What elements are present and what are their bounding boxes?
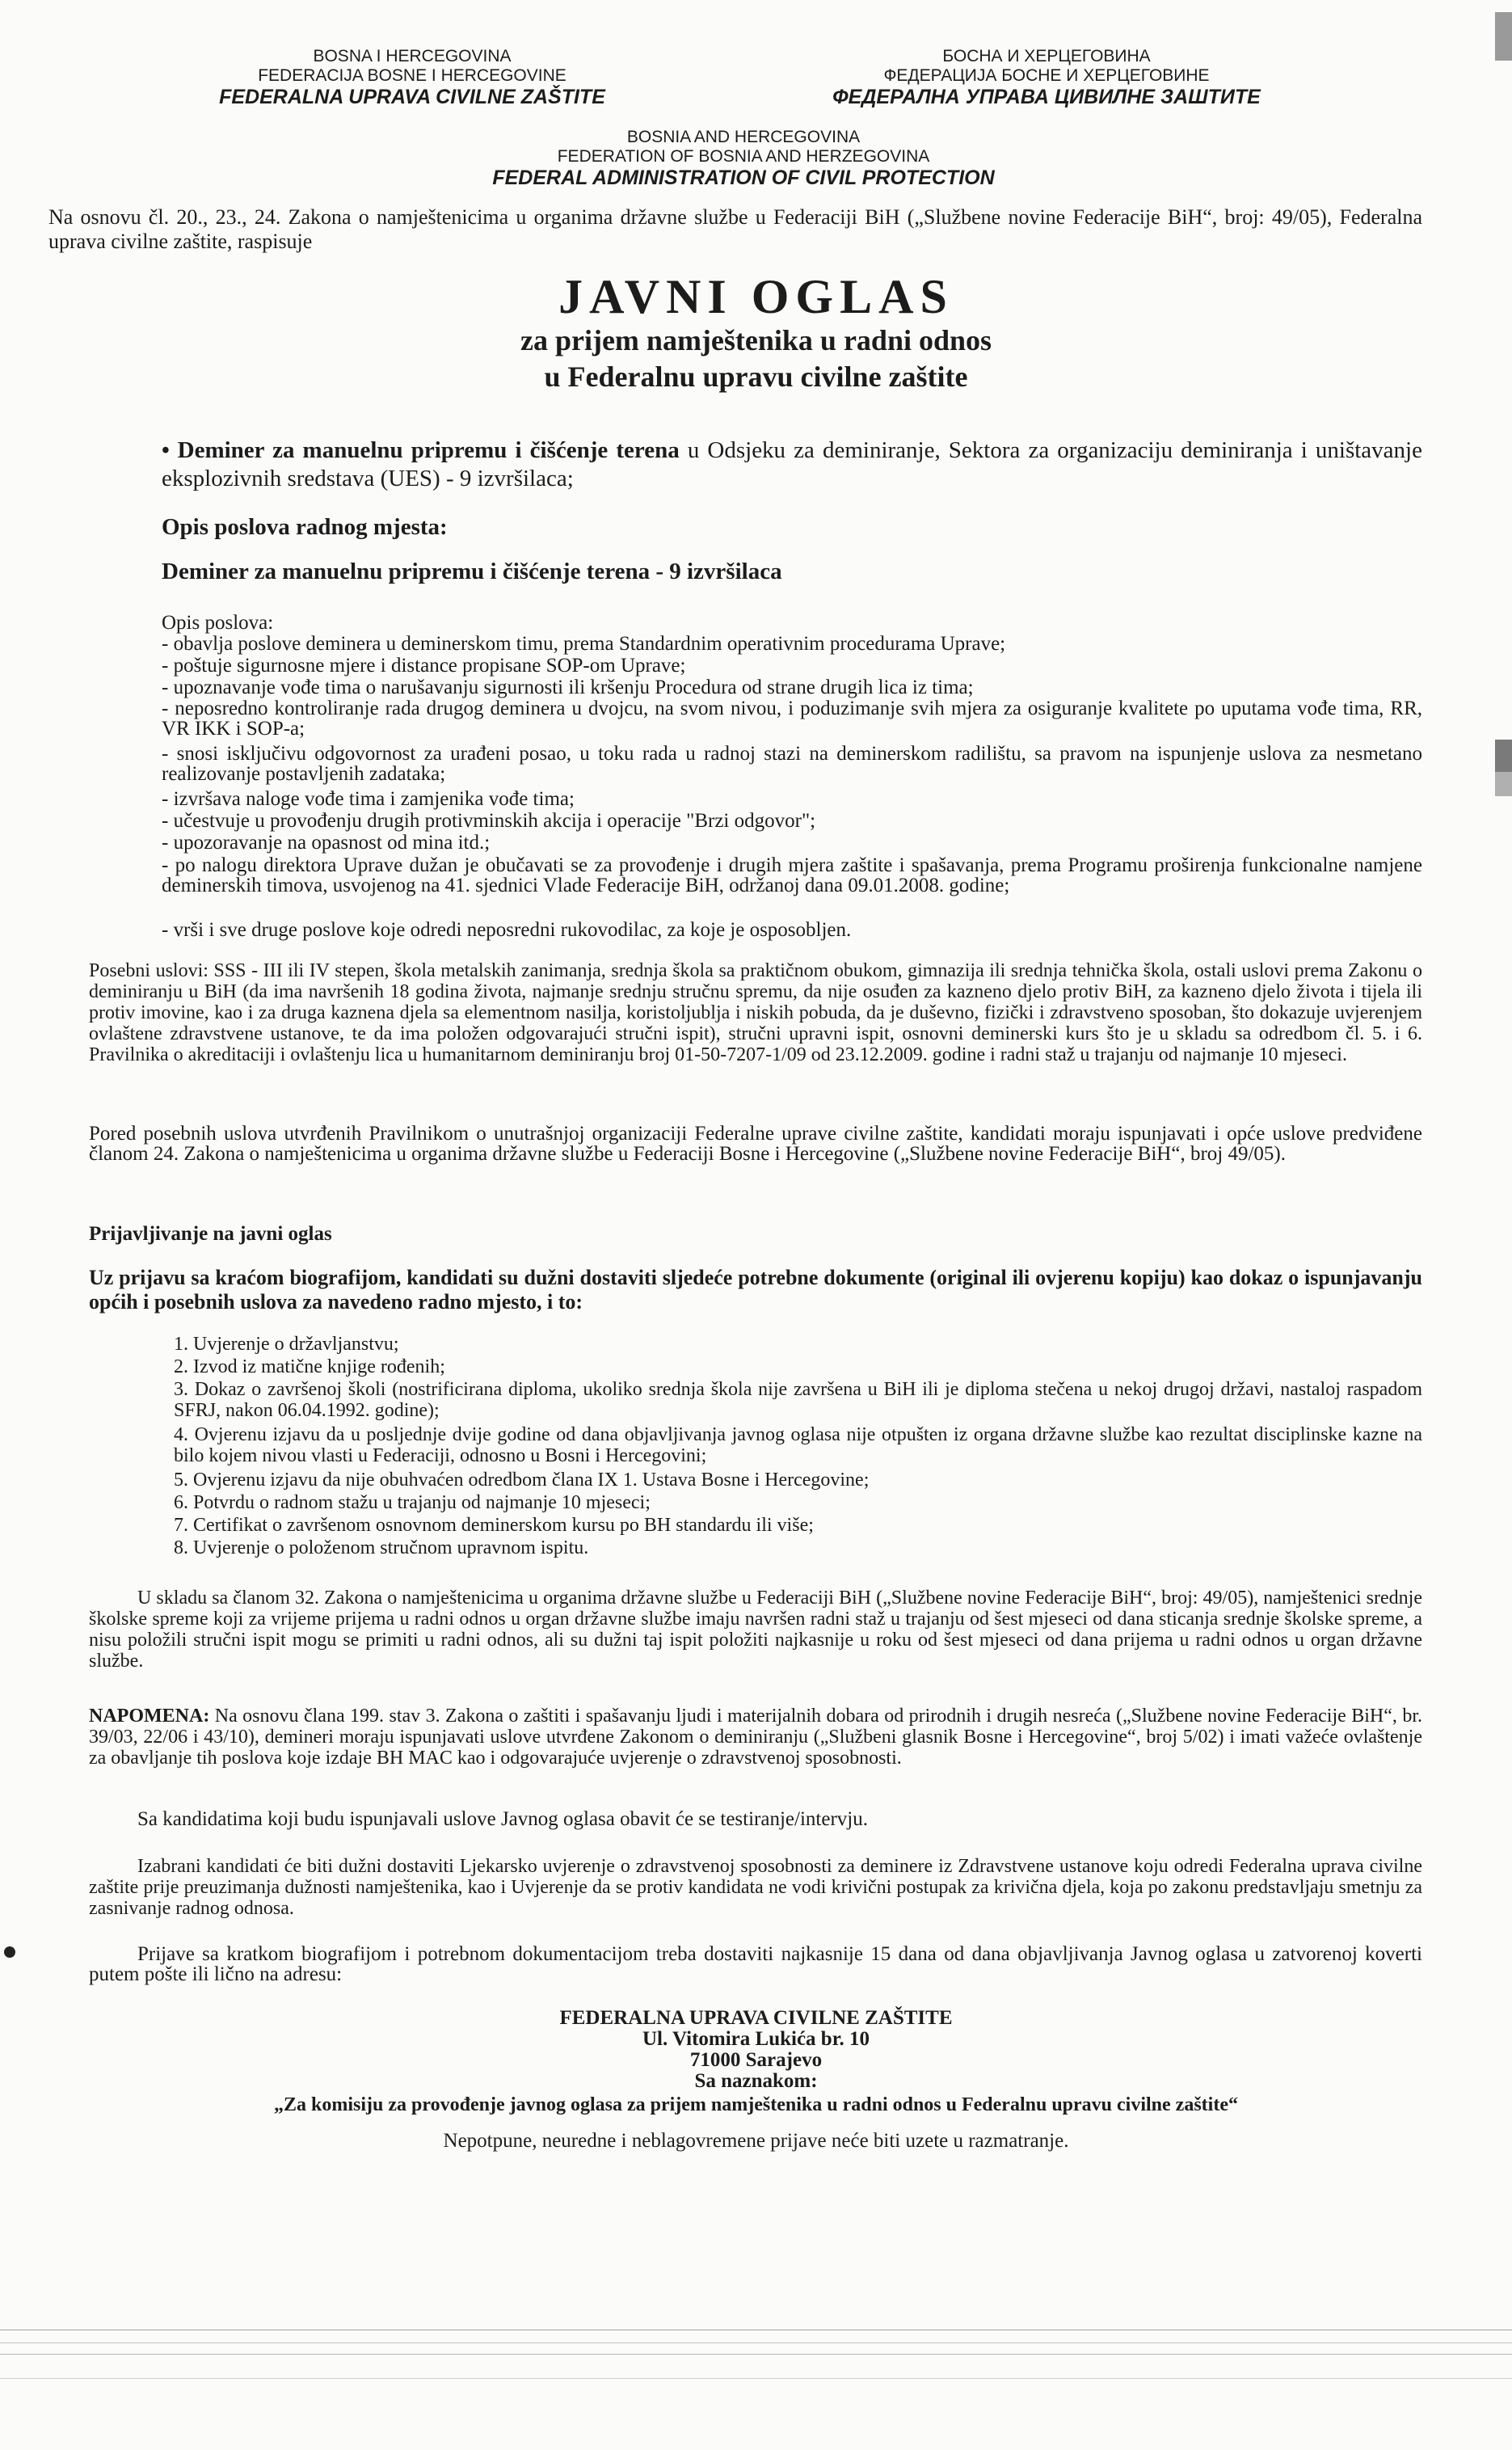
scan-artifact [1495, 740, 1512, 772]
document-subtitle-1: za prijem namještenika u radni odnos [520, 324, 992, 356]
document-item: 2. Izvod iz matične knjige rođenih; [174, 1356, 445, 1377]
punch-hole-mark [4, 1946, 15, 1958]
letterhead-english [339, 128, 1148, 189]
letterhead-agency-en: FEDERAL ADMINISTRATION OF CIVIL PROTECTION [492, 167, 995, 189]
special-conditions: Posebni uslovi: SSS - III ili IV stepen, škola metalskih zanimanja, srednja škola sa praktičnom obukom, gimnazija ili srednja tehnička škola, ostali uslovi prema Zakonu o deminiranju u BiH (da ima navršenih 18 godina života, najmanje srednju stručnu spremu, da nije osuđen za kazneno djelo protiv BiH, za kazneno djelo života i tijela ili protiv imovine, kao i za druga kaznena djela sa elementnom nasilja, koristoljublja i niskih pobuda, da je duševno, fizički i zdravstveno sposoban, što dokazuje uvjerenjem ovlaštene zdravstvene ustanove, te da ima položen odgovarajući stručni ispit), stručni upravni ispit, osnovni deminerski kurs što je u skladu sa odredbom čl. 5. i 6. Pravilnika o akreditaciji i ovlaštenju lica u humanitarnom deminiranju broj 01-50-7207-1/09 od 23.12.2009. godine i radni staž u trajanju od najmanje 10 mjeseci. [89, 960, 1422, 1065]
document-item: 3. Dokaz o završenoj školi (nostrificirana diploma, ukoliko srednja škola nije završena u BiH ili je diploma stečena u nekoj drugoj državi, nastaloj raspadom SFRJ, nakon 06.04.1992. godine); [174, 1379, 1422, 1421]
duty-item: - upoznavanje vođe tima o narušavanju sigurnosti ili kršenju Procedura od strane drugih lica iz tima; [162, 677, 974, 698]
duty-item: - poštuje sigurnosne mjere i distance propisane SOP-om Uprave; [162, 655, 686, 677]
testing-paragraph: Sa kandidatima koji budu ispunjavali uslove Javnog oglasa obavit će se testiranje/intervju. [137, 1808, 868, 1830]
document-item: 6. Potvrdu o radnom stažu u trajanju od najmanje 10 mjeseci; [174, 1492, 651, 1513]
document-subtitle-2: u Federalnu upravu civilne zaštite [544, 361, 968, 393]
opis-label: Opis poslova: [162, 612, 274, 634]
duty-item: - vrši i sve druge poslove koje odredi neposredni rukovodilac, za koje je osposobljen. [162, 919, 852, 941]
duty-item: - snosi isključivu odgovornost za urađeni posao, u toku rada u radnoj stazi na deminerskom radilištu, sa pravom na ispunjenje uslova za nesmetano realizovanje postavljenih zadataka; [162, 743, 1422, 785]
document-item: 8. Uvjerenje o položenom stručnom upravnom ispitu. [174, 1537, 589, 1558]
letterhead-agency-cyr: ФЕДЕРАЛНА УПРАВА ЦИВИЛНЕ ЗАШТИТЕ [832, 86, 1261, 108]
opis-subheading: Deminer za manuelnu pripremu i čišćenje terena - 9 izvršilaca [162, 559, 782, 584]
address-city: 71000 Sarajevo [689, 2049, 823, 2071]
letterhead-country-cyr: БОСНА И ХЕРЦЕГОВИНА [942, 47, 1151, 65]
address-marking: „Za komisiju za provođenje javnog oglasa za prijem namještenika u radni odnos u Federalnu upravu civilne zaštite“ [274, 2094, 1238, 2115]
duty-item: - izvršava naloge vođe tima i zamjenika vođe tima; [162, 788, 575, 810]
note-text: Na osnovu člana 199. stav 3. Zakona o zaštiti i spašavanju ljudi i materijalnih dobara od prirodnih i drugih nesreća („Službene novine Federacije BiH“, br. 39/03, 22/06 i 43/10), demineri moraju ispunjavati uslove utvrđene Zakonom o deminiranju („Službeni glasnik Bosne i Hercegovine“, broj 5/02) i imati važeće ovlaštenje za obavljanje tih poslova koje izdaje BH MAC kao i odgovarajuće uvjerenje o zdravstvenoj sposobnosti. [89, 1706, 1422, 1769]
position-title: Deminer za manuelnu pripremu i čišćenje terena [177, 437, 680, 463]
address-marking-label: Sa naznakom: [694, 2070, 818, 2092]
general-conditions: Pored posebnih uslova utvrđenih Pravilnikom o unutrašnjoj organizaciji Federalne uprave civilne zaštite, kandidati moraju ispunjavati i opće uslove predviđene članom 24. Zakona o namještenicima u organima državne službe u Federaciji Bosne i Hercegovine („Službene novine Federacije BiH“, broj 49/05). [89, 1123, 1422, 1165]
note-paragraph [89, 1706, 1422, 1769]
duty-item: - upozoravanje na opasnost od mina itd.; [162, 832, 491, 854]
letterhead-country-en: BOSNIA AND HERCEGOVINA [626, 128, 861, 146]
position-paragraph: • Deminer za manuelnu pripremu i čišćenje terena u Odsjeku za deminiranje, Sektora za organizaciju deminiranja i uništavanje eksplozivnih sredstava (UES) - 9 izvršilaca; [162, 437, 1422, 491]
document-item: 1. Uvjerenje o državljanstvu; [174, 1334, 399, 1355]
document-item: 7. Certifikat o završenom osnovnom deminerskom kursu po BH standardu ili više; [174, 1515, 814, 1536]
scan-edge-line [0, 2342, 1512, 2343]
selected-candidates-paragraph: Izabrani kandidati će biti dužni dostaviti Ljekarsko uvjerenje o zdravstvenoj sposobnosti za deminere iz Zdravstvene ustanove koju odredi Federalna uprava civilne zaštite prije preuzimanja dužnosti namještenika, kao i Uvjerenje da se protiv kandidata ne vodi krivični postupak za krivična djela, koja po zakonu predstavljaju smetnju za zasnivanje radnog odnosa. [89, 1856, 1422, 1919]
opis-heading: Opis poslova radnog mjesta: [162, 514, 448, 540]
letterhead-cyrillic [820, 47, 1273, 108]
footer-notice: Nepotpune, neuredne i neblagovremene prijave neće biti uzete u razmatranje. [443, 2130, 1069, 2152]
duty-item: - po nalogu direktora Uprave dužan je obučavati se za provođenje i drugih mjera zaštite i spašavanja, prema Programu proširenja funkcionalne namjene deminerskih timova, usvojenog na 41. sjednici Vlade Federacije BiH, održanoj dana 09.01.2008. godine; [162, 854, 1422, 896]
letterhead-federation-en: FEDERATION OF BOSNIA AND HERZEGOVINA [557, 147, 930, 166]
application-heading: Prijavljivanje na javni oglas [89, 1223, 332, 1245]
intro-paragraph: Na osnovu čl. 20., 23., 24. Zakona o namještenicima u organima državne službe u Federaciji BiH („Službene novine Federacije BiH“, broj: 49/05), Federalna uprava civilne zaštite, raspisuje [48, 205, 1422, 253]
document-item: 4. Ovjerenu izjavu da u posljednje dvije godine od dana objavljivanja javnog oglasa nije otpušten iz organa državne službe kao rezultat disciplinske kazne na bilo kojem nivou vlasti u Federaciji, odnosno u Bosni i Hercegovini; [174, 1424, 1422, 1466]
article-32-paragraph: U skladu sa članom 32. Zakona o namještenicima u organima državne službe u Federaciji BiH („Službene novine Federacije BiH“, broj: 49/05), namještenici srednje školske spreme koji za vrijeme prijema u radni odnos u organ državne službe imaju navršen radni staž u trajanju od šest mjeseci od dana sticanja srednje školske spreme, a nisu položili stručni ispit mogu se primiti u radni odnos, ali su dužni taj ispit položiti najkasnije u roku od šest mjeseci od dana prijema u radni odnos u organ državne službe. [89, 1588, 1422, 1672]
position-description: u Odsjeku za deminiranje, Sektora za organizaciju deminiranja i uništavanje eksplozivnih sredstava (UES) - 9 izvršilaca; [162, 437, 1422, 491]
letterhead-country: BOSNA I HERCEGOVINA [313, 47, 512, 65]
note-label: NAPOMENA: [89, 1706, 210, 1727]
scan-artifact [1495, 772, 1512, 796]
submission-paragraph: Prijave sa kratkom biografijom i potrebnom dokumentacijom treba dostaviti najkasnije 15 dana od dana objavljivanja Javnog oglasa u zatvorenoj koverti putem pošte ili lično na adresu: [89, 1943, 1422, 1985]
scan-edge-line [0, 2354, 1512, 2355]
application-intro: Uz prijavu sa kraćom biografijom, kandidati su dužni dostaviti sljedeće potrebne dokumente (original ili ovjerenu kopiju) kao dokaz o ispunjavanju općih i posebnih uslova za navedeno radno mjesto, i to: [89, 1266, 1422, 1314]
letterhead-agency: FEDERALNA UPRAVA CIVILNE ZAŠTITE [219, 86, 605, 108]
duty-item: - obavlja poslove deminera u deminerskom timu, prema Standardnim operativnim procedurama Uprave; [162, 633, 1006, 655]
duty-item: - učestvuje u provođenju drugih protivminskih akcija i operacije "Brzi odgovor"; [162, 810, 816, 832]
document-title: JAVNI OGLAS [558, 270, 954, 323]
letterhead-latin [174, 47, 651, 108]
document-item: 5. Ovjerenu izjavu da nije obuhvaćen odredbom člana IX 1. Ustava Bosne i Hercegovine; [174, 1470, 870, 1491]
address-agency: FEDERALNA UPRAVA CIVILNE ZAŠTITE [559, 2007, 953, 2029]
letterhead-federation: FEDERACIJA BOSNE I HERCEGOVINE [258, 66, 566, 85]
address-street: Ul. Vitomira Lukića br. 10 [642, 2028, 870, 2050]
scan-artifact [1495, 12, 1512, 61]
letterhead-federation-cyr: ФЕДЕРАЦИЈА БОСНЕ И ХЕРЦЕГОВИНЕ [883, 66, 1210, 85]
duty-item: - neposredno kontroliranje rada drugog deminera u dvojcu, na svom nivou, i poduzimanje svih mjera za osiguranje kvalitete po uputama vođe tima, RR, VR IKK i SOP-a; [162, 698, 1422, 740]
scan-edge-line [0, 2378, 1512, 2379]
